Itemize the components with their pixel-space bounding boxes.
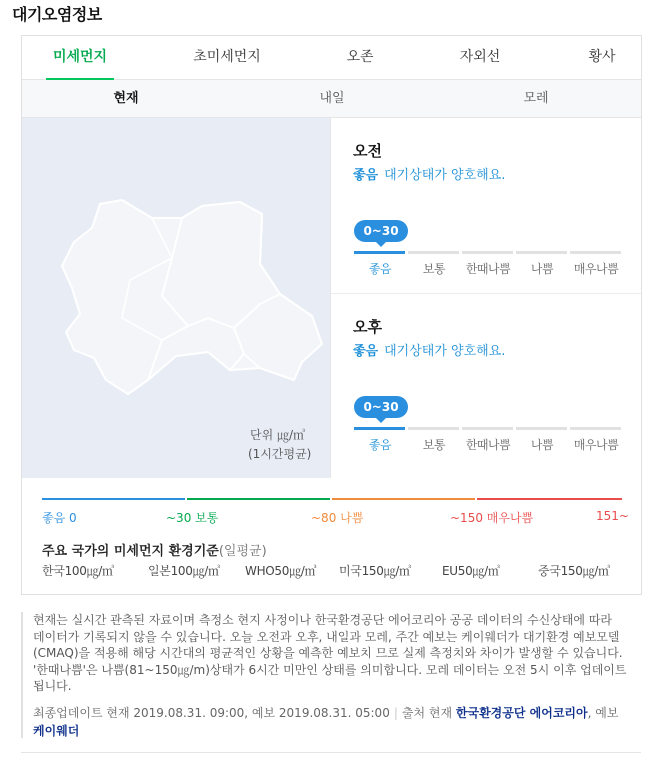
- tab-ozone[interactable]: 오존: [346, 49, 374, 65]
- scale-label-normal: 보통: [422, 438, 446, 452]
- tab-day-after[interactable]: 모레: [523, 91, 549, 106]
- morning-grade-line: [353, 164, 505, 183]
- standard-who: WHO50㎍/㎥: [245, 564, 317, 578]
- legend-bar-good: [42, 498, 185, 500]
- day-tabs: [22, 80, 641, 118]
- legend-bar-bad: [332, 498, 475, 500]
- scale-label-normal: 보통: [422, 262, 446, 276]
- afternoon-forecast: [331, 294, 641, 470]
- morning-grade-desc: 대기상태가 양호해요.: [384, 168, 506, 183]
- afternoon-title: 오후: [353, 318, 382, 336]
- morning-title: 오전: [353, 142, 382, 160]
- scale-segment-good: [354, 251, 405, 254]
- scale-label-good: 좋음: [368, 262, 392, 276]
- standards-row: [42, 562, 622, 580]
- scale-segment-normal: [408, 427, 459, 430]
- source-kweather-link[interactable]: 케이웨더: [33, 724, 80, 738]
- afternoon-grade-scale: [354, 427, 622, 463]
- page-title: 대기오염정보: [12, 5, 102, 24]
- region-map: [22, 118, 331, 478]
- morning-forecast: [331, 118, 641, 294]
- map-unit: 단위 ㎍/㎥: [250, 428, 306, 442]
- morning-range-bubble: 0~30: [354, 220, 408, 242]
- scale-segment-very-bad: [570, 427, 621, 430]
- source-prefix: 출처 현재: [401, 706, 453, 720]
- map-unit-note: (1시간평균): [248, 447, 312, 461]
- tab-tomorrow[interactable]: 내일: [319, 91, 345, 106]
- source-forecast-prefix: , 예보: [587, 706, 619, 720]
- update-time: 최종업데이트 현재 2019.08.31. 09:00, 예보 2019.08.31. 05:00: [33, 706, 390, 720]
- standards-title-note: (일평균): [218, 544, 267, 559]
- region-map-shape: [22, 118, 331, 478]
- legend-label-very-bad: ~150 매우나쁨: [450, 511, 534, 525]
- legend-label-bad: ~80 나쁨: [311, 511, 364, 525]
- grade-legend: [42, 498, 629, 525]
- pollutant-tabs: [22, 36, 641, 80]
- scale-segment-very-bad: [570, 251, 621, 254]
- scale-segment-normal: [408, 251, 459, 254]
- standard-china: 중국150㎍/㎥: [538, 564, 610, 578]
- update-info: [33, 704, 633, 740]
- standards-title: [42, 540, 267, 559]
- scale-segment-good: [354, 427, 405, 430]
- scale-segment-bad: [516, 427, 567, 430]
- legend-label-good: 좋음 0: [42, 511, 77, 525]
- scale-label-very-bad: 매우나쁨: [573, 262, 619, 276]
- standard-usa: 미국150㎍/㎥: [339, 564, 411, 578]
- afternoon-grade-line: [353, 340, 505, 359]
- tab-yellow-dust[interactable]: 황사: [588, 49, 616, 65]
- scale-label-very-bad: 매우나쁨: [573, 438, 619, 452]
- scale-segment-sometimes-bad: [462, 251, 513, 254]
- afternoon-grade: 좋음: [353, 344, 379, 359]
- scale-label-bad: 나쁨: [530, 438, 554, 452]
- standard-japan: 일본100㎍/㎥: [148, 564, 220, 578]
- legend-label-max: 151~: [596, 509, 629, 523]
- standard-korea: 한국100㎍/㎥: [42, 564, 114, 578]
- legend-bar-normal: [187, 498, 330, 500]
- notice-text: 현재는 실시간 관측된 자료이며 측정소 현지 사정이나 한국환경공단 에어코리아 공공 데이터의 수신상태에 따라 데이터가 기록되지 않을 수 있습니다. 오늘 오전과 오후, 내일과 모레, 주간 예보는 케이웨더가 대기환경 예보모델(CMAQ)을 적용해 해당 시간대의 평균적인 상황을 예측한 예보치 므로 실제 측정치와 차이가 발생할 수 있습니다. '한때나쁨'은 나쁨(81~150㎍/m)상태가 6시간 미만인 상태를 의미합니다. 모레 데이터는 오전 5시 이후 업데이트 됩니다.: [33, 613, 627, 693]
- scale-label-good: 좋음: [368, 438, 392, 452]
- scale-label-sometimes-bad: 한때나쁨: [465, 438, 511, 452]
- source-airkorea-link[interactable]: 한국환경공단 에어코리아: [455, 706, 588, 720]
- air-quality-card: [21, 35, 642, 595]
- bottom-divider: [21, 752, 641, 753]
- standard-eu: EU50㎍/㎥: [442, 564, 500, 578]
- legend-label-normal: ~30 보통: [166, 511, 219, 525]
- legend-bar-very-bad: [477, 498, 622, 500]
- scale-label-bad: 나쁨: [530, 262, 554, 276]
- morning-grade-scale: [354, 251, 622, 287]
- afternoon-range-bubble: 0~30: [354, 396, 408, 418]
- afternoon-grade-desc: 대기상태가 양호해요.: [384, 344, 506, 359]
- tab-ultrafine-dust[interactable]: 초미세먼지: [193, 49, 261, 65]
- tab-now[interactable]: 현재: [113, 91, 139, 106]
- scale-segment-bad: [516, 251, 567, 254]
- standards-title-text: 주요 국가의 미세먼지 환경기준: [42, 544, 219, 559]
- tab-fine-dust[interactable]: 미세먼지: [46, 36, 114, 80]
- scale-segment-sometimes-bad: [462, 427, 513, 430]
- scale-label-sometimes-bad: 한때나쁨: [465, 262, 511, 276]
- divider: |: [393, 706, 398, 720]
- notice-box: [21, 612, 641, 738]
- morning-grade: 좋음: [353, 168, 379, 183]
- tab-uv[interactable]: 자외선: [459, 49, 501, 65]
